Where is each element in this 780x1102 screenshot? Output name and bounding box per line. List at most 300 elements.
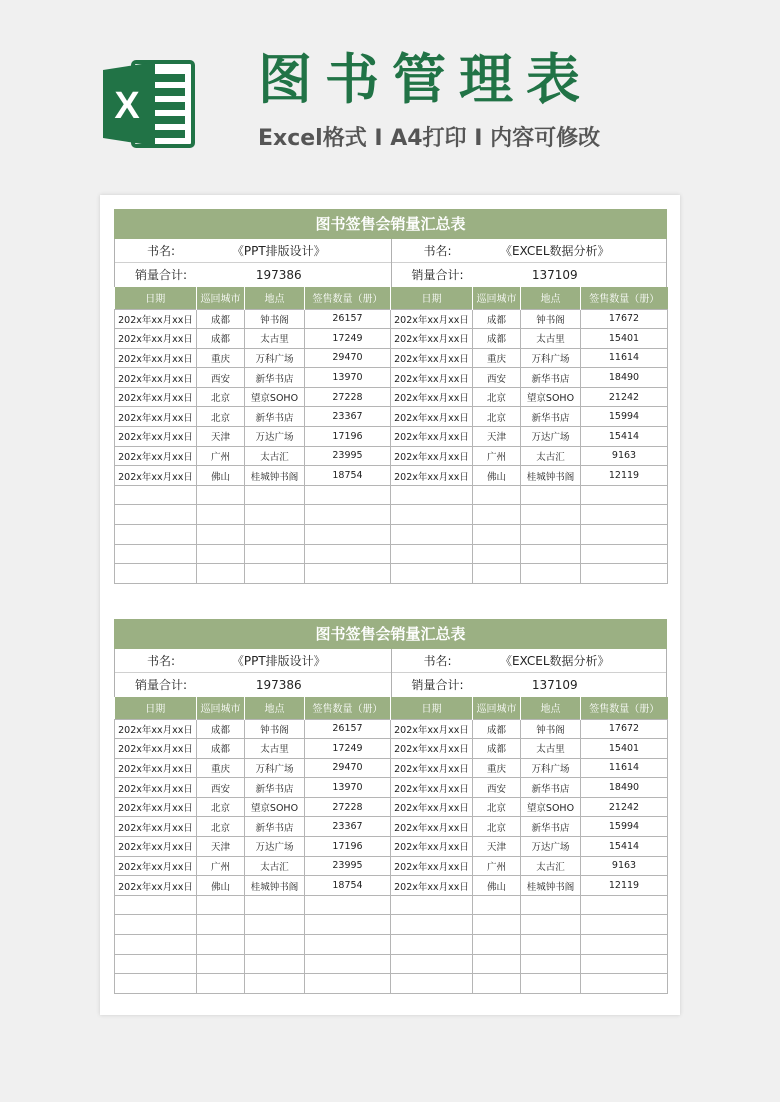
table-cell[interactable]: 202x年xx月xx日: [115, 719, 197, 739]
table-cell[interactable]: 18490: [581, 778, 668, 798]
book-name-label: 书名:: [423, 654, 452, 668]
table-cell[interactable]: 新华书店: [521, 817, 581, 837]
table-cell[interactable]: 钟书阁: [521, 309, 581, 329]
table-cell[interactable]: 17672: [581, 309, 668, 329]
table-cell[interactable]: 9163: [581, 446, 668, 466]
table-cell[interactable]: [521, 974, 581, 994]
table-cell[interactable]: [115, 935, 197, 955]
table-cell[interactable]: 18754: [305, 466, 391, 486]
table-cell[interactable]: [391, 564, 473, 584]
table-row: [115, 837, 668, 857]
table-cell[interactable]: [521, 505, 581, 525]
table-cell[interactable]: 新华书店: [245, 407, 305, 427]
table-cell[interactable]: 成都: [197, 719, 245, 739]
table-cell[interactable]: [245, 505, 305, 525]
table-cell[interactable]: [197, 485, 245, 505]
document-page: [100, 195, 680, 1015]
table-cell[interactable]: 15994: [581, 407, 668, 427]
table-row: [115, 758, 668, 778]
column-header: 签售数量（册）: [581, 697, 668, 719]
page-header: [0, 0, 780, 190]
table-body: [115, 719, 668, 993]
table-row: [115, 915, 668, 935]
table-cell[interactable]: 202x年xx月xx日: [391, 427, 473, 447]
table-cell[interactable]: 12119: [581, 466, 668, 486]
table-cell[interactable]: 北京: [197, 387, 245, 407]
table-cell[interactable]: 26157: [305, 719, 391, 739]
table-cell[interactable]: 万科广场: [521, 348, 581, 368]
table-cell[interactable]: [245, 544, 305, 564]
table-cell[interactable]: 北京: [473, 817, 521, 837]
table-cell[interactable]: 佛山: [197, 876, 245, 896]
table-cell[interactable]: 15401: [581, 329, 668, 349]
table-cell[interactable]: 23995: [305, 446, 391, 466]
book-info-right: [391, 239, 667, 287]
table-cell[interactable]: [391, 954, 473, 974]
table-cell[interactable]: 202x年xx月xx日: [115, 348, 197, 368]
table-cell[interactable]: [473, 915, 521, 935]
table-cell[interactable]: 17249: [305, 739, 391, 759]
table-cell[interactable]: 成都: [197, 329, 245, 349]
table-cell[interactable]: 202x年xx月xx日: [391, 797, 473, 817]
table-cell[interactable]: 202x年xx月xx日: [391, 856, 473, 876]
table-cell[interactable]: 天津: [197, 427, 245, 447]
table-cell[interactable]: [305, 915, 391, 935]
sales-total-value[interactable]: 137109: [531, 678, 578, 692]
table-cell[interactable]: 钟书阁: [521, 719, 581, 739]
table-row: [115, 427, 668, 447]
table-cell[interactable]: 重庆: [197, 758, 245, 778]
table-cell[interactable]: 27228: [305, 797, 391, 817]
table-cell[interactable]: [245, 564, 305, 584]
table-cell[interactable]: 天津: [197, 837, 245, 857]
table-row: [115, 739, 668, 759]
table-cell[interactable]: [581, 954, 668, 974]
table-cell[interactable]: [197, 974, 245, 994]
table-header-row: [115, 697, 668, 719]
table-cell[interactable]: 26157: [305, 309, 391, 329]
table-cell[interactable]: [115, 525, 197, 545]
page-title: 图书管理表: [258, 48, 593, 111]
table-cell[interactable]: 太古里: [245, 739, 305, 759]
table-cell[interactable]: 望京SOHO: [521, 797, 581, 817]
table-cell[interactable]: 桂城钟书阁: [245, 876, 305, 896]
table-cell[interactable]: 23367: [305, 817, 391, 837]
table-cell[interactable]: 太古汇: [245, 856, 305, 876]
table-cell[interactable]: [305, 485, 391, 505]
table-cell[interactable]: 202x年xx月xx日: [115, 758, 197, 778]
table-cell[interactable]: [197, 505, 245, 525]
table-cell[interactable]: 万科广场: [245, 758, 305, 778]
table-row: [115, 368, 668, 388]
table-cell[interactable]: 202x年xx月xx日: [115, 329, 197, 349]
table-body: [115, 309, 668, 583]
column-header: 签售数量（册）: [305, 697, 391, 719]
table-cell[interactable]: 万科广场: [245, 348, 305, 368]
table-cell[interactable]: 成都: [473, 719, 521, 739]
table-cell[interactable]: [115, 564, 197, 584]
table-cell[interactable]: [521, 915, 581, 935]
table-cell[interactable]: 重庆: [473, 348, 521, 368]
book-name-value[interactable]: 《EXCEL数据分析》: [499, 654, 610, 668]
column-header: 地点: [245, 287, 305, 309]
table-cell[interactable]: 佛山: [197, 466, 245, 486]
table-cell[interactable]: 桂城钟书阁: [521, 876, 581, 896]
table-row: [115, 797, 668, 817]
table-cell[interactable]: 成都: [473, 739, 521, 759]
table-cell[interactable]: [473, 954, 521, 974]
table-cell[interactable]: [305, 505, 391, 525]
table-cell[interactable]: 202x年xx月xx日: [115, 837, 197, 857]
sales-summary-sheet: [114, 209, 667, 584]
table-cell[interactable]: 202x年xx月xx日: [115, 817, 197, 837]
table-cell[interactable]: 9163: [581, 856, 668, 876]
table-cell[interactable]: 西安: [473, 368, 521, 388]
table-cell[interactable]: 202x年xx月xx日: [115, 368, 197, 388]
table-cell[interactable]: [581, 895, 668, 915]
table-cell[interactable]: 202x年xx月xx日: [391, 329, 473, 349]
table-cell[interactable]: [391, 915, 473, 935]
table-cell[interactable]: 西安: [197, 778, 245, 798]
table-cell[interactable]: 广州: [197, 446, 245, 466]
table-cell[interactable]: 重庆: [473, 758, 521, 778]
table-cell[interactable]: [473, 485, 521, 505]
table-cell[interactable]: 12119: [581, 876, 668, 896]
table-cell[interactable]: 新华书店: [521, 407, 581, 427]
table-cell[interactable]: 万达广场: [521, 837, 581, 857]
table-row: [115, 935, 668, 955]
table-row: [115, 309, 668, 329]
table-cell[interactable]: [473, 895, 521, 915]
table-cell[interactable]: [245, 485, 305, 505]
table-cell[interactable]: 202x年xx月xx日: [115, 309, 197, 329]
page-subtitle: Excel格式 I A4打印 I 内容可修改: [258, 126, 601, 151]
table-cell[interactable]: 新华书店: [521, 778, 581, 798]
table-cell[interactable]: [305, 525, 391, 545]
column-header: 地点: [521, 697, 581, 719]
table-cell[interactable]: 15414: [581, 837, 668, 857]
table-row: [115, 817, 668, 837]
sheet-title: 图书签售会销量汇总表: [114, 619, 667, 649]
table-cell[interactable]: 202x年xx月xx日: [115, 778, 197, 798]
table-cell[interactable]: [391, 505, 473, 525]
table-cell[interactable]: [521, 954, 581, 974]
table-cell[interactable]: 太古汇: [521, 856, 581, 876]
table-cell[interactable]: [115, 954, 197, 974]
table-cell[interactable]: [473, 505, 521, 525]
table-cell[interactable]: 桂城钟书阁: [521, 466, 581, 486]
table-cell[interactable]: [391, 485, 473, 505]
table-cell[interactable]: [197, 525, 245, 545]
table-cell[interactable]: [305, 564, 391, 584]
table-cell[interactable]: 202x年xx月xx日: [391, 387, 473, 407]
table-cell[interactable]: [521, 564, 581, 584]
table-cell[interactable]: 佛山: [473, 876, 521, 896]
table-cell[interactable]: 17196: [305, 837, 391, 857]
table-cell[interactable]: 202x年xx月xx日: [391, 876, 473, 896]
table-cell[interactable]: [305, 974, 391, 994]
table-row: [115, 505, 668, 525]
table-cell[interactable]: 成都: [197, 739, 245, 759]
column-header: 地点: [245, 697, 305, 719]
table-cell[interactable]: 望京SOHO: [245, 797, 305, 817]
column-header: 地点: [521, 287, 581, 309]
table-cell[interactable]: 202x年xx月xx日: [115, 876, 197, 896]
table-cell[interactable]: 成都: [473, 309, 521, 329]
table-cell[interactable]: 北京: [197, 407, 245, 427]
table-cell[interactable]: 望京SOHO: [245, 387, 305, 407]
table-cell[interactable]: 202x年xx月xx日: [115, 466, 197, 486]
column-header: 巡回城市: [473, 287, 521, 309]
column-header: 日期: [115, 287, 197, 309]
table-cell[interactable]: 万达广场: [521, 427, 581, 447]
table-cell[interactable]: [473, 525, 521, 545]
table-cell[interactable]: 太古汇: [521, 446, 581, 466]
book-name-label: 书名:: [423, 244, 452, 258]
book-info-right: [391, 649, 667, 697]
table-cell[interactable]: 15401: [581, 739, 668, 759]
table-cell[interactable]: 11614: [581, 348, 668, 368]
table-cell[interactable]: 桂城钟书阁: [245, 466, 305, 486]
column-header: 签售数量（册）: [305, 287, 391, 309]
table-cell[interactable]: [197, 954, 245, 974]
table-cell[interactable]: 太古里: [521, 329, 581, 349]
table-cell[interactable]: [521, 525, 581, 545]
table-cell[interactable]: [473, 564, 521, 584]
table-cell[interactable]: [581, 935, 668, 955]
table-cell[interactable]: [581, 974, 668, 994]
table-cell[interactable]: [581, 525, 668, 545]
table-row: [115, 719, 668, 739]
table-cell[interactable]: 23995: [305, 856, 391, 876]
table-cell[interactable]: [391, 895, 473, 915]
table-cell[interactable]: 18490: [581, 368, 668, 388]
table-row: [115, 974, 668, 994]
table-row: [115, 348, 668, 368]
table-cell[interactable]: [245, 974, 305, 994]
table-row: [115, 954, 668, 974]
table-cell[interactable]: 202x年xx月xx日: [115, 387, 197, 407]
table-cell[interactable]: 202x年xx月xx日: [391, 719, 473, 739]
table-cell[interactable]: 202x年xx月xx日: [391, 368, 473, 388]
table-cell[interactable]: 202x年xx月xx日: [115, 427, 197, 447]
sales-total-value[interactable]: 137109: [531, 268, 578, 282]
sales-total-label: 销量合计:: [411, 268, 464, 282]
sheet-title: 图书签售会销量汇总表: [114, 209, 667, 239]
table-cell[interactable]: 202x年xx月xx日: [391, 446, 473, 466]
table-cell[interactable]: [581, 915, 668, 935]
table-cell[interactable]: [245, 915, 305, 935]
table-cell[interactable]: [521, 544, 581, 564]
sales-total-label: 销量合计:: [134, 268, 188, 282]
table-cell[interactable]: 202x年xx月xx日: [115, 407, 197, 427]
table-cell[interactable]: 新华书店: [245, 817, 305, 837]
table-cell[interactable]: 北京: [197, 797, 245, 817]
table-cell[interactable]: [581, 544, 668, 564]
table-cell[interactable]: 202x年xx月xx日: [391, 758, 473, 778]
table-cell[interactable]: [391, 974, 473, 994]
table-cell[interactable]: 新华书店: [245, 368, 305, 388]
table-cell[interactable]: 202x年xx月xx日: [391, 309, 473, 329]
table-cell[interactable]: [473, 935, 521, 955]
table-cell[interactable]: [581, 485, 668, 505]
table-cell[interactable]: 15414: [581, 427, 668, 447]
table-cell[interactable]: [305, 895, 391, 915]
table-row: [115, 466, 668, 486]
table-cell[interactable]: 重庆: [197, 348, 245, 368]
table-cell[interactable]: 广州: [473, 446, 521, 466]
table-cell[interactable]: [305, 935, 391, 955]
table-cell[interactable]: 202x年xx月xx日: [115, 446, 197, 466]
table-cell[interactable]: [305, 544, 391, 564]
table-cell[interactable]: 11614: [581, 758, 668, 778]
table-cell[interactable]: 202x年xx月xx日: [391, 817, 473, 837]
excel-logo-icon: [103, 58, 195, 150]
table-cell[interactable]: 202x年xx月xx日: [391, 407, 473, 427]
book-info: [114, 649, 667, 697]
table-cell[interactable]: [391, 544, 473, 564]
table-cell[interactable]: 202x年xx月xx日: [115, 797, 197, 817]
column-header: 签售数量（册）: [581, 287, 668, 309]
table-cell[interactable]: 202x年xx月xx日: [115, 739, 197, 759]
table-cell[interactable]: [197, 564, 245, 584]
book-name-value[interactable]: 《PPT排版设计》: [231, 244, 326, 258]
table-cell[interactable]: 17672: [581, 719, 668, 739]
table-cell[interactable]: 万达广场: [245, 427, 305, 447]
table-cell[interactable]: 广州: [197, 856, 245, 876]
table-cell[interactable]: 13970: [305, 778, 391, 798]
table-cell[interactable]: 北京: [473, 797, 521, 817]
table-cell[interactable]: 202x年xx月xx日: [391, 348, 473, 368]
sales-total-value[interactable]: 197386: [255, 268, 302, 282]
book-info-left: [115, 239, 391, 287]
table-cell[interactable]: 29470: [305, 758, 391, 778]
table-cell[interactable]: 21242: [581, 797, 668, 817]
table-cell[interactable]: [115, 915, 197, 935]
table-cell[interactable]: 18754: [305, 876, 391, 896]
table-cell[interactable]: [581, 505, 668, 525]
table-cell[interactable]: 202x年xx月xx日: [391, 778, 473, 798]
sales-total-label: 销量合计:: [411, 678, 464, 692]
column-header: 巡回城市: [197, 287, 245, 309]
table-cell[interactable]: [197, 915, 245, 935]
table-cell[interactable]: 天津: [473, 837, 521, 857]
table-cell[interactable]: [245, 935, 305, 955]
table-cell[interactable]: [521, 935, 581, 955]
table-cell[interactable]: 15994: [581, 817, 668, 837]
table-cell[interactable]: [115, 974, 197, 994]
table-cell[interactable]: 21242: [581, 387, 668, 407]
column-header: 日期: [391, 697, 473, 719]
table-cell[interactable]: 北京: [473, 407, 521, 427]
table-cell[interactable]: [245, 525, 305, 545]
table-cell[interactable]: 成都: [197, 309, 245, 329]
book-info: [114, 239, 667, 287]
column-header: 巡回城市: [197, 697, 245, 719]
table-cell[interactable]: 29470: [305, 348, 391, 368]
table-cell[interactable]: 成都: [473, 329, 521, 349]
table-cell[interactable]: 太古里: [245, 329, 305, 349]
table-cell[interactable]: 23367: [305, 407, 391, 427]
table-cell[interactable]: [305, 954, 391, 974]
table-cell[interactable]: 17196: [305, 427, 391, 447]
table-cell[interactable]: 太古汇: [245, 446, 305, 466]
column-header: 巡回城市: [473, 697, 521, 719]
table-cell[interactable]: [473, 544, 521, 564]
table-cell[interactable]: [521, 895, 581, 915]
sales-total-label: 销量合计:: [134, 678, 188, 692]
column-header: 日期: [391, 287, 473, 309]
table-cell[interactable]: 北京: [197, 817, 245, 837]
sales-summary-sheet: [114, 619, 667, 994]
table-cell[interactable]: 202x年xx月xx日: [391, 837, 473, 857]
table-cell[interactable]: 天津: [473, 427, 521, 447]
table-cell[interactable]: [581, 564, 668, 584]
table-header-row: [115, 287, 668, 309]
sales-table: [114, 287, 668, 584]
table-cell[interactable]: [197, 895, 245, 915]
book-name-value[interactable]: 《EXCEL数据分析》: [499, 244, 610, 258]
table-cell[interactable]: 新华书店: [521, 368, 581, 388]
table-cell[interactable]: [115, 544, 197, 564]
table-cell[interactable]: 202x年xx月xx日: [115, 856, 197, 876]
table-row: [115, 564, 668, 584]
table-row: [115, 525, 668, 545]
table-cell[interactable]: 望京SOHO: [521, 387, 581, 407]
table-cell[interactable]: 202x年xx月xx日: [391, 739, 473, 759]
table-cell[interactable]: [115, 895, 197, 915]
table-cell[interactable]: 万科广场: [521, 758, 581, 778]
table-cell[interactable]: [115, 485, 197, 505]
table-cell[interactable]: 西安: [197, 368, 245, 388]
table-cell[interactable]: 202x年xx月xx日: [391, 466, 473, 486]
table-cell[interactable]: 新华书店: [245, 778, 305, 798]
book-name-label: 书名:: [146, 654, 176, 668]
book-name-value[interactable]: 《PPT排版设计》: [231, 654, 326, 668]
table-row: [115, 856, 668, 876]
table-cell[interactable]: 广州: [473, 856, 521, 876]
table-cell[interactable]: 钟书阁: [245, 719, 305, 739]
table-cell[interactable]: [197, 544, 245, 564]
table-cell[interactable]: [391, 935, 473, 955]
table-row: [115, 387, 668, 407]
table-cell[interactable]: [245, 954, 305, 974]
table-cell[interactable]: [245, 895, 305, 915]
table-cell[interactable]: [197, 935, 245, 955]
table-cell[interactable]: 佛山: [473, 466, 521, 486]
table-cell[interactable]: 北京: [473, 387, 521, 407]
table-cell[interactable]: 万达广场: [245, 837, 305, 857]
table-cell[interactable]: [473, 974, 521, 994]
table-cell[interactable]: [521, 485, 581, 505]
sales-total-value[interactable]: 197386: [255, 678, 302, 692]
table-cell[interactable]: [115, 505, 197, 525]
table-cell[interactable]: 17249: [305, 329, 391, 349]
column-header: 日期: [115, 697, 197, 719]
table-cell[interactable]: [391, 525, 473, 545]
table-row: [115, 778, 668, 798]
table-row: [115, 407, 668, 427]
table-cell[interactable]: 钟书阁: [245, 309, 305, 329]
table-cell[interactable]: 西安: [473, 778, 521, 798]
table-row: [115, 329, 668, 349]
table-row: [115, 876, 668, 896]
table-cell[interactable]: 太古里: [521, 739, 581, 759]
table-cell[interactable]: 27228: [305, 387, 391, 407]
table-row: [115, 446, 668, 466]
table-cell[interactable]: 13970: [305, 368, 391, 388]
table-row: [115, 485, 668, 505]
